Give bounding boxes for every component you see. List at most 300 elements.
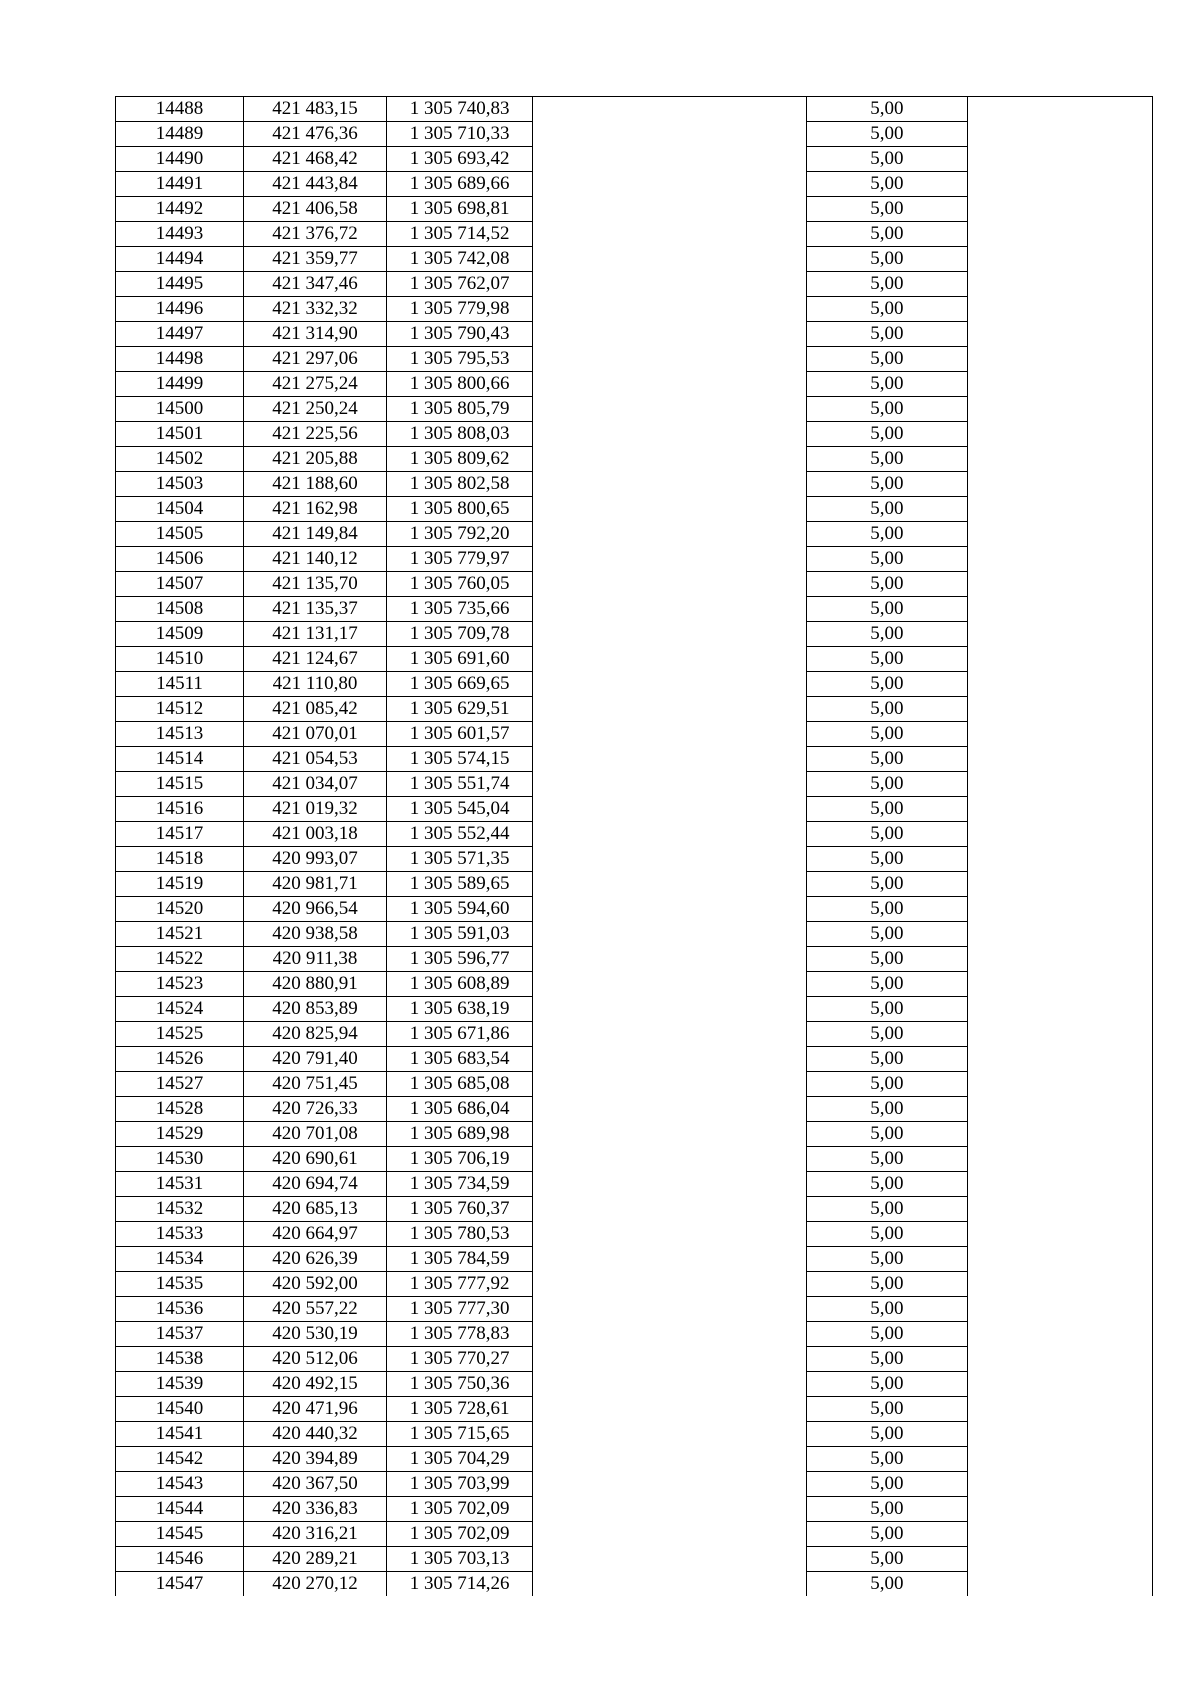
y-coordinate-cell: 1 305 802,58	[387, 472, 533, 497]
x-coordinate-cell: 421 054,53	[243, 747, 386, 772]
table-row	[116, 1397, 1153, 1422]
precision-cell: 5,00	[807, 197, 967, 222]
x-coordinate-cell: 420 981,71	[243, 872, 386, 897]
table-row	[116, 872, 1153, 897]
point-number-cell: 14545	[116, 1522, 244, 1547]
blank-cell	[533, 1522, 807, 1547]
y-coordinate-cell: 1 305 638,19	[387, 997, 533, 1022]
blank-cell	[967, 1247, 1152, 1272]
x-coordinate-cell: 420 701,08	[243, 1122, 386, 1147]
point-number-cell: 14488	[116, 97, 244, 122]
blank-cell	[533, 1172, 807, 1197]
table-row	[116, 1097, 1153, 1122]
y-coordinate-cell: 1 305 779,98	[387, 297, 533, 322]
x-coordinate-cell: 421 149,84	[243, 522, 386, 547]
table-row	[116, 722, 1153, 747]
x-coordinate-cell: 421 406,58	[243, 197, 386, 222]
point-number-cell: 14490	[116, 147, 244, 172]
blank-cell	[967, 647, 1152, 672]
y-coordinate-cell: 1 305 714,52	[387, 222, 533, 247]
blank-cell	[533, 1347, 807, 1372]
table-row	[116, 147, 1153, 172]
table-row	[116, 322, 1153, 347]
blank-cell	[533, 1222, 807, 1247]
x-coordinate-cell: 421 162,98	[243, 497, 386, 522]
blank-cell	[533, 472, 807, 497]
x-coordinate-cell: 421 376,72	[243, 222, 386, 247]
blank-cell	[967, 372, 1152, 397]
blank-cell	[967, 1122, 1152, 1147]
table-row	[116, 122, 1153, 147]
x-coordinate-cell: 420 911,38	[243, 947, 386, 972]
table-row	[116, 397, 1153, 422]
x-coordinate-cell: 420 492,15	[243, 1372, 386, 1397]
blank-cell	[533, 872, 807, 897]
blank-cell	[967, 1447, 1152, 1472]
y-coordinate-cell: 1 305 596,77	[387, 947, 533, 972]
precision-cell: 5,00	[807, 822, 967, 847]
precision-cell: 5,00	[807, 1572, 967, 1597]
precision-cell: 5,00	[807, 897, 967, 922]
x-coordinate-cell: 420 685,13	[243, 1197, 386, 1222]
x-coordinate-cell: 420 336,83	[243, 1497, 386, 1522]
x-coordinate-cell: 421 205,88	[243, 447, 386, 472]
blank-cell	[533, 247, 807, 272]
x-coordinate-cell: 421 034,07	[243, 772, 386, 797]
blank-cell	[967, 697, 1152, 722]
y-coordinate-cell: 1 305 545,04	[387, 797, 533, 822]
point-number-cell: 14537	[116, 1322, 244, 1347]
point-number-cell: 14517	[116, 822, 244, 847]
precision-cell: 5,00	[807, 1547, 967, 1572]
point-number-cell: 14523	[116, 972, 244, 997]
point-number-cell: 14508	[116, 597, 244, 622]
y-coordinate-cell: 1 305 710,33	[387, 122, 533, 147]
table-row	[116, 1022, 1153, 1047]
blank-cell	[967, 122, 1152, 147]
precision-cell: 5,00	[807, 947, 967, 972]
y-coordinate-cell: 1 305 760,37	[387, 1197, 533, 1222]
point-number-cell: 14529	[116, 1122, 244, 1147]
table-row	[116, 747, 1153, 772]
precision-cell: 5,00	[807, 772, 967, 797]
point-number-cell: 14497	[116, 322, 244, 347]
precision-cell: 5,00	[807, 547, 967, 572]
table-row	[116, 197, 1153, 222]
blank-cell	[533, 1122, 807, 1147]
table-row	[116, 572, 1153, 597]
blank-cell	[967, 947, 1152, 972]
y-coordinate-cell: 1 305 571,35	[387, 847, 533, 872]
precision-cell: 5,00	[807, 322, 967, 347]
point-number-cell: 14493	[116, 222, 244, 247]
blank-cell	[533, 797, 807, 822]
precision-cell: 5,00	[807, 1522, 967, 1547]
y-coordinate-cell: 1 305 551,74	[387, 772, 533, 797]
point-number-cell: 14507	[116, 572, 244, 597]
blank-cell	[967, 997, 1152, 1022]
precision-cell: 5,00	[807, 372, 967, 397]
blank-cell	[967, 1047, 1152, 1072]
point-number-cell: 14528	[116, 1097, 244, 1122]
y-coordinate-cell: 1 305 608,89	[387, 972, 533, 997]
table-row	[116, 772, 1153, 797]
point-number-cell: 14491	[116, 172, 244, 197]
point-number-cell: 14499	[116, 372, 244, 397]
x-coordinate-cell: 420 690,61	[243, 1147, 386, 1172]
blank-cell	[533, 1322, 807, 1347]
y-coordinate-cell: 1 305 671,86	[387, 1022, 533, 1047]
blank-cell	[967, 397, 1152, 422]
blank-cell	[533, 672, 807, 697]
blank-cell	[533, 1197, 807, 1222]
blank-cell	[967, 797, 1152, 822]
table-row	[116, 947, 1153, 972]
x-coordinate-cell: 421 297,06	[243, 347, 386, 372]
table-row	[116, 1522, 1153, 1547]
blank-cell	[967, 1347, 1152, 1372]
x-coordinate-cell: 421 443,84	[243, 172, 386, 197]
y-coordinate-cell: 1 305 691,60	[387, 647, 533, 672]
table-row	[116, 222, 1153, 247]
y-coordinate-cell: 1 305 800,65	[387, 497, 533, 522]
coordinates-table-body	[116, 97, 1153, 1597]
table-row	[116, 247, 1153, 272]
blank-cell	[967, 972, 1152, 997]
table-row	[116, 522, 1153, 547]
y-coordinate-cell: 1 305 574,15	[387, 747, 533, 772]
x-coordinate-cell: 420 726,33	[243, 1097, 386, 1122]
x-coordinate-cell: 420 626,39	[243, 1247, 386, 1272]
x-coordinate-cell: 421 225,56	[243, 422, 386, 447]
precision-cell: 5,00	[807, 922, 967, 947]
precision-cell: 5,00	[807, 1397, 967, 1422]
blank-cell	[967, 722, 1152, 747]
blank-cell	[967, 472, 1152, 497]
blank-cell	[967, 897, 1152, 922]
y-coordinate-cell: 1 305 795,53	[387, 347, 533, 372]
x-coordinate-cell: 421 275,24	[243, 372, 386, 397]
blank-cell	[533, 347, 807, 372]
table-row	[116, 597, 1153, 622]
precision-cell: 5,00	[807, 447, 967, 472]
blank-cell	[967, 1222, 1152, 1247]
table-row	[116, 622, 1153, 647]
point-number-cell: 14505	[116, 522, 244, 547]
x-coordinate-cell: 420 664,97	[243, 1222, 386, 1247]
blank-cell	[533, 122, 807, 147]
precision-cell: 5,00	[807, 1447, 967, 1472]
blank-cell	[967, 1472, 1152, 1497]
blank-cell	[967, 872, 1152, 897]
y-coordinate-cell: 1 305 689,98	[387, 1122, 533, 1147]
precision-cell: 5,00	[807, 1047, 967, 1072]
blank-cell	[967, 172, 1152, 197]
x-coordinate-cell: 420 471,96	[243, 1397, 386, 1422]
y-coordinate-cell: 1 305 808,03	[387, 422, 533, 447]
x-coordinate-cell: 421 314,90	[243, 322, 386, 347]
y-coordinate-cell: 1 305 706,19	[387, 1147, 533, 1172]
precision-cell: 5,00	[807, 347, 967, 372]
point-number-cell: 14504	[116, 497, 244, 522]
blank-cell	[967, 1522, 1152, 1547]
table-row	[116, 1447, 1153, 1472]
precision-cell: 5,00	[807, 1497, 967, 1522]
blank-cell	[533, 1047, 807, 1072]
x-coordinate-cell: 420 592,00	[243, 1272, 386, 1297]
x-coordinate-cell: 420 440,32	[243, 1422, 386, 1447]
point-number-cell: 14536	[116, 1297, 244, 1322]
x-coordinate-cell: 421 070,01	[243, 722, 386, 747]
point-number-cell: 14542	[116, 1447, 244, 1472]
blank-cell	[533, 547, 807, 572]
blank-cell	[967, 547, 1152, 572]
precision-cell: 5,00	[807, 572, 967, 597]
table-row	[116, 272, 1153, 297]
blank-cell	[967, 847, 1152, 872]
point-number-cell: 14494	[116, 247, 244, 272]
blank-cell	[533, 372, 807, 397]
y-coordinate-cell: 1 305 686,04	[387, 1097, 533, 1122]
precision-cell: 5,00	[807, 522, 967, 547]
table-row	[116, 497, 1153, 522]
point-number-cell: 14510	[116, 647, 244, 672]
x-coordinate-cell: 421 131,17	[243, 622, 386, 647]
blank-cell	[533, 1547, 807, 1572]
precision-cell: 5,00	[807, 1097, 967, 1122]
point-number-cell: 14539	[116, 1372, 244, 1397]
blank-cell	[967, 297, 1152, 322]
y-coordinate-cell: 1 305 779,97	[387, 547, 533, 572]
x-coordinate-cell: 421 140,12	[243, 547, 386, 572]
y-coordinate-cell: 1 305 770,27	[387, 1347, 533, 1372]
y-coordinate-cell: 1 305 704,29	[387, 1447, 533, 1472]
y-coordinate-cell: 1 305 784,59	[387, 1247, 533, 1272]
point-number-cell: 14518	[116, 847, 244, 872]
y-coordinate-cell: 1 305 589,65	[387, 872, 533, 897]
blank-cell	[533, 572, 807, 597]
table-row	[116, 372, 1153, 397]
blank-cell	[967, 247, 1152, 272]
precision-cell: 5,00	[807, 697, 967, 722]
blank-cell	[967, 272, 1152, 297]
table-row	[116, 1047, 1153, 1072]
table-row	[116, 1322, 1153, 1347]
blank-cell	[967, 1422, 1152, 1447]
point-number-cell: 14533	[116, 1222, 244, 1247]
point-number-cell: 14524	[116, 997, 244, 1022]
table-row	[116, 1072, 1153, 1097]
blank-cell	[533, 1422, 807, 1447]
precision-cell: 5,00	[807, 397, 967, 422]
point-number-cell: 14544	[116, 1497, 244, 1522]
precision-cell: 5,00	[807, 1297, 967, 1322]
y-coordinate-cell: 1 305 735,66	[387, 597, 533, 622]
blank-cell	[967, 522, 1152, 547]
x-coordinate-cell: 421 359,77	[243, 247, 386, 272]
y-coordinate-cell: 1 305 629,51	[387, 697, 533, 722]
precision-cell: 5,00	[807, 722, 967, 747]
blank-cell	[533, 922, 807, 947]
point-number-cell: 14521	[116, 922, 244, 947]
y-coordinate-cell: 1 305 683,54	[387, 1047, 533, 1072]
blank-cell	[967, 1547, 1152, 1572]
precision-cell: 5,00	[807, 1472, 967, 1497]
x-coordinate-cell: 421 135,37	[243, 597, 386, 622]
precision-cell: 5,00	[807, 672, 967, 697]
blank-cell	[533, 397, 807, 422]
precision-cell: 5,00	[807, 122, 967, 147]
blank-cell	[533, 322, 807, 347]
x-coordinate-cell: 420 557,22	[243, 1297, 386, 1322]
point-number-cell: 14531	[116, 1172, 244, 1197]
blank-cell	[533, 697, 807, 722]
precision-cell: 5,00	[807, 1347, 967, 1372]
blank-cell	[967, 422, 1152, 447]
table-row	[116, 1222, 1153, 1247]
x-coordinate-cell: 420 694,74	[243, 1172, 386, 1197]
point-number-cell: 14540	[116, 1397, 244, 1422]
precision-cell: 5,00	[807, 1197, 967, 1222]
table-row	[116, 172, 1153, 197]
y-coordinate-cell: 1 305 805,79	[387, 397, 533, 422]
blank-cell	[967, 1172, 1152, 1197]
table-row	[116, 1147, 1153, 1172]
x-coordinate-cell: 420 751,45	[243, 1072, 386, 1097]
y-coordinate-cell: 1 305 591,03	[387, 922, 533, 947]
table-row	[116, 1247, 1153, 1272]
x-coordinate-cell: 421 085,42	[243, 697, 386, 722]
y-coordinate-cell: 1 305 601,57	[387, 722, 533, 747]
x-coordinate-cell: 421 188,60	[243, 472, 386, 497]
blank-cell	[967, 322, 1152, 347]
y-coordinate-cell: 1 305 703,13	[387, 1547, 533, 1572]
table-row	[116, 547, 1153, 572]
y-coordinate-cell: 1 305 715,65	[387, 1422, 533, 1447]
blank-cell	[533, 1097, 807, 1122]
precision-cell: 5,00	[807, 97, 967, 122]
point-number-cell: 14501	[116, 422, 244, 447]
point-number-cell: 14546	[116, 1547, 244, 1572]
blank-cell	[533, 1472, 807, 1497]
point-number-cell: 14525	[116, 1022, 244, 1047]
x-coordinate-cell: 421 483,15	[243, 97, 386, 122]
point-number-cell: 14547	[116, 1572, 244, 1597]
y-coordinate-cell: 1 305 669,65	[387, 672, 533, 697]
point-number-cell: 14526	[116, 1047, 244, 1072]
precision-cell: 5,00	[807, 997, 967, 1022]
blank-cell	[967, 822, 1152, 847]
precision-cell: 5,00	[807, 472, 967, 497]
point-number-cell: 14502	[116, 447, 244, 472]
point-number-cell: 14506	[116, 547, 244, 572]
precision-cell: 5,00	[807, 1172, 967, 1197]
blank-cell	[533, 622, 807, 647]
blank-cell	[533, 447, 807, 472]
point-number-cell: 14541	[116, 1422, 244, 1447]
table-row	[116, 1497, 1153, 1522]
blank-cell	[967, 347, 1152, 372]
precision-cell: 5,00	[807, 747, 967, 772]
blank-cell	[967, 1022, 1152, 1047]
x-coordinate-cell: 420 289,21	[243, 1547, 386, 1572]
table-row	[116, 972, 1153, 997]
y-coordinate-cell: 1 305 740,83	[387, 97, 533, 122]
blank-cell	[533, 1022, 807, 1047]
blank-cell	[533, 822, 807, 847]
blank-cell	[967, 1497, 1152, 1522]
y-coordinate-cell: 1 305 594,60	[387, 897, 533, 922]
y-coordinate-cell: 1 305 778,83	[387, 1322, 533, 1347]
y-coordinate-cell: 1 305 734,59	[387, 1172, 533, 1197]
y-coordinate-cell: 1 305 702,09	[387, 1497, 533, 1522]
blank-cell	[533, 1247, 807, 1272]
table-row	[116, 1297, 1153, 1322]
x-coordinate-cell: 421 019,32	[243, 797, 386, 822]
blank-cell	[533, 222, 807, 247]
precision-cell: 5,00	[807, 172, 967, 197]
y-coordinate-cell: 1 305 709,78	[387, 622, 533, 647]
y-coordinate-cell: 1 305 689,66	[387, 172, 533, 197]
blank-cell	[967, 447, 1152, 472]
blank-cell	[967, 1572, 1152, 1597]
y-coordinate-cell: 1 305 702,09	[387, 1522, 533, 1547]
precision-cell: 5,00	[807, 297, 967, 322]
blank-cell	[967, 1197, 1152, 1222]
blank-cell	[533, 297, 807, 322]
precision-cell: 5,00	[807, 1222, 967, 1247]
blank-cell	[533, 597, 807, 622]
x-coordinate-cell: 420 316,21	[243, 1522, 386, 1547]
table-row	[116, 1272, 1153, 1297]
blank-cell	[533, 1572, 807, 1597]
table-row	[116, 1422, 1153, 1447]
x-coordinate-cell: 420 993,07	[243, 847, 386, 872]
blank-cell	[967, 772, 1152, 797]
x-coordinate-cell: 421 476,36	[243, 122, 386, 147]
table-row	[116, 1372, 1153, 1397]
blank-cell	[533, 1297, 807, 1322]
y-coordinate-cell: 1 305 714,26	[387, 1572, 533, 1597]
table-row	[116, 797, 1153, 822]
y-coordinate-cell: 1 305 728,61	[387, 1397, 533, 1422]
precision-cell: 5,00	[807, 222, 967, 247]
table-row	[116, 1572, 1153, 1597]
blank-cell	[967, 572, 1152, 597]
point-number-cell: 14515	[116, 772, 244, 797]
table-row	[116, 1172, 1153, 1197]
y-coordinate-cell: 1 305 780,53	[387, 1222, 533, 1247]
blank-cell	[533, 197, 807, 222]
coordinates-table	[115, 96, 1153, 1596]
blank-cell	[533, 647, 807, 672]
table-row	[116, 897, 1153, 922]
table-row	[116, 922, 1153, 947]
blank-cell	[967, 672, 1152, 697]
blank-cell	[967, 1372, 1152, 1397]
table-row	[116, 847, 1153, 872]
point-number-cell: 14512	[116, 697, 244, 722]
precision-cell: 5,00	[807, 497, 967, 522]
blank-cell	[533, 772, 807, 797]
y-coordinate-cell: 1 305 762,07	[387, 272, 533, 297]
table-row	[116, 647, 1153, 672]
table-row	[116, 97, 1153, 122]
blank-cell	[967, 1097, 1152, 1122]
blank-cell	[533, 172, 807, 197]
table-row	[116, 447, 1153, 472]
x-coordinate-cell: 420 270,12	[243, 1572, 386, 1597]
